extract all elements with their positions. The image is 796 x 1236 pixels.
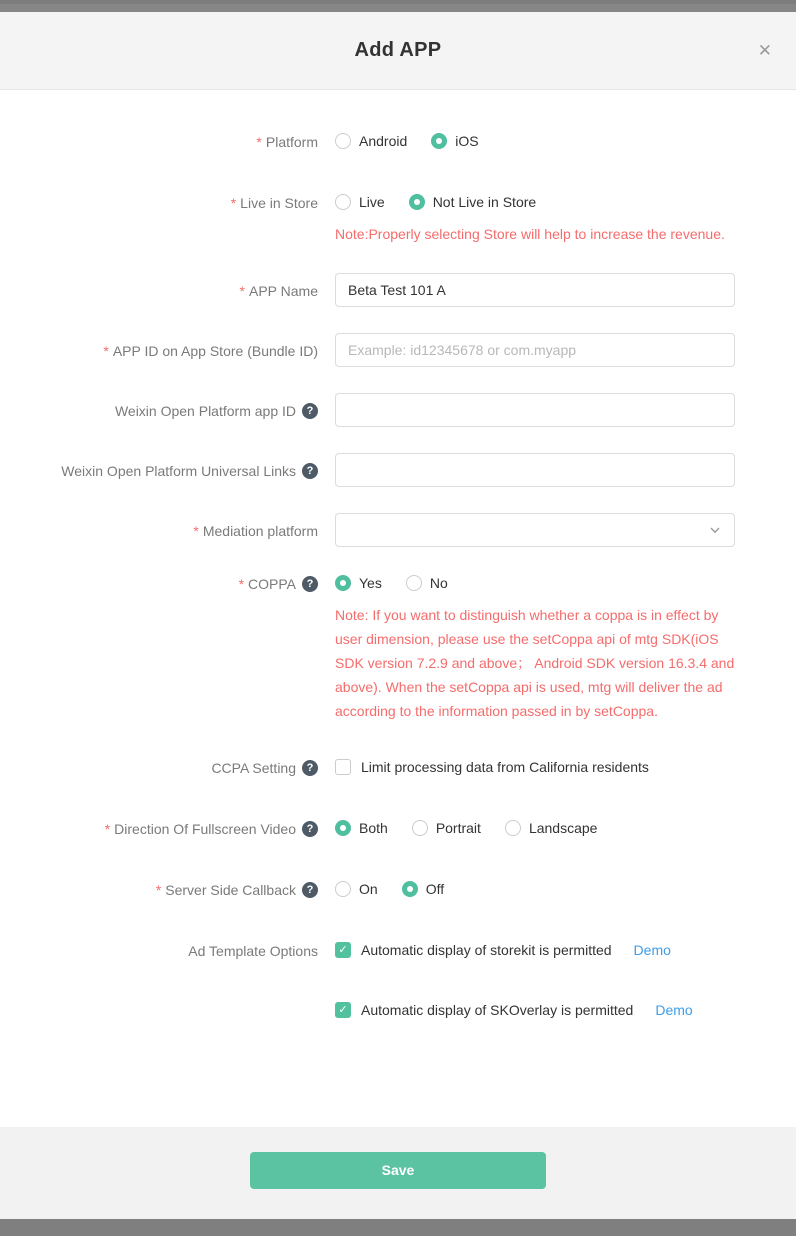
weixin-app-id-input[interactable] [335,393,735,427]
storekit-demo-link[interactable]: Demo [633,942,671,958]
radio-callback-on[interactable]: On [335,879,378,899]
dialog-footer [0,1127,796,1219]
mediation-platform-label: * Mediation platform [193,523,318,539]
direction-label: * Direction Of Fullscreen Video ? [0,818,318,839]
radio-portrait[interactable]: Portrait [412,818,481,838]
required-marker: * [230,195,237,211]
required-marker: * [155,882,162,898]
checkbox-checked-icon[interactable]: ✓ [335,1002,351,1018]
required-marker: * [104,821,111,837]
ccpa-label: CCPA Setting ? [0,757,318,778]
required-marker: * [103,343,109,359]
weixin-universal-links-input[interactable] [335,453,735,487]
chevron-down-icon [708,523,722,537]
field-ad-template-options [0,940,796,1020]
required-marker: * [256,134,262,150]
radio-callback-off[interactable]: Off [402,879,444,899]
radio-both[interactable]: Both [335,818,388,838]
field-server-side-callback [0,879,796,900]
app-id-input[interactable] [335,333,735,367]
radio-unchecked-icon [412,820,428,836]
radio-ios[interactable]: iOS [431,131,478,151]
ad-template-options-label: Ad Template Options [188,943,318,959]
app-name-label: * APP Name [239,283,318,299]
field-weixin-universal-links [0,453,796,487]
required-marker: * [239,283,245,299]
radio-landscape[interactable]: Landscape [505,818,598,838]
radio-checked-icon [409,194,425,210]
weixin-universal-links-label: Weixin Open Platform Universal Links ? [0,453,318,481]
required-marker: * [238,576,245,592]
help-icon[interactable]: ? [302,576,318,592]
field-mediation-platform [0,513,796,547]
field-app-name [0,273,796,307]
radio-checked-icon [431,133,447,149]
live-in-store-note: Note:Properly selecting Store will help to increase the revenue. [335,226,725,242]
live-in-store-label: * Live in Store [230,195,318,211]
required-marker: * [193,523,199,539]
radio-coppa-no[interactable]: No [406,573,448,593]
radio-android[interactable]: Android [335,131,407,151]
radio-unchecked-icon [335,881,351,897]
help-icon[interactable]: ? [302,882,318,898]
checkbox-checked-icon[interactable]: ✓ [335,942,351,958]
radio-checked-icon [402,881,418,897]
field-live-in-store [0,192,796,246]
page-overlay-bottom [0,1219,796,1236]
radio-not-live[interactable]: Not Live in Store [409,192,537,212]
platform-label: * Platform [256,134,318,150]
page-overlay-top [0,0,796,12]
close-icon[interactable]: ✕ [757,40,772,60]
dialog-title: Add APP [354,39,442,61]
dialog-header [0,12,796,90]
mediation-platform-select[interactable] [335,513,735,547]
save-button[interactable]: Save [250,1152,546,1189]
radio-unchecked-icon [406,575,422,591]
add-app-dialog [0,12,796,1219]
radio-unchecked-icon [335,133,351,149]
skoverlay-option-row: ✓ Automatic display of SKOverlay is permitted Demo [335,1000,693,1020]
radio-live[interactable]: Live [335,192,385,212]
help-icon[interactable]: ? [302,463,318,479]
coppa-note: Note: If you want to distinguish whether a coppa is in effect by user dimension, please use the setCoppa api of mtg SDK(iOS SDK version 7.2.9 and above； Android SDK version 16.3.4 and above). When the setCoppa api is used, mtg will deliver the ad according to the information passed in by setCoppa. [335,607,735,719]
radio-checked-icon [335,575,351,591]
ccpa-checkbox-row[interactable]: Limit processing data from California residents [335,757,649,777]
skoverlay-demo-link[interactable]: Demo [655,1002,693,1018]
radio-coppa-yes[interactable]: Yes [335,573,382,593]
field-direction [0,818,796,839]
field-coppa [0,573,796,723]
help-icon[interactable]: ? [302,403,318,419]
server-side-callback-label: * Server Side Callback ? [0,879,318,900]
field-ccpa [0,757,796,778]
field-platform [0,131,796,152]
field-app-id [0,333,796,367]
help-icon[interactable]: ? [302,760,318,776]
checkbox-unchecked-icon[interactable] [335,759,351,775]
field-weixin-app-id [0,393,796,427]
radio-checked-icon [335,820,351,836]
app-name-input[interactable] [335,273,735,307]
radio-unchecked-icon [505,820,521,836]
weixin-app-id-label: Weixin Open Platform app ID ? [0,393,318,421]
storekit-option-row: ✓ Automatic display of storekit is permitted Demo [335,940,693,960]
coppa-label: * COPPA ? [0,573,318,594]
radio-unchecked-icon [335,194,351,210]
dialog-body [0,90,796,1127]
help-icon[interactable]: ? [302,821,318,837]
app-id-label: * APP ID on App Store (Bundle ID) [103,343,318,359]
